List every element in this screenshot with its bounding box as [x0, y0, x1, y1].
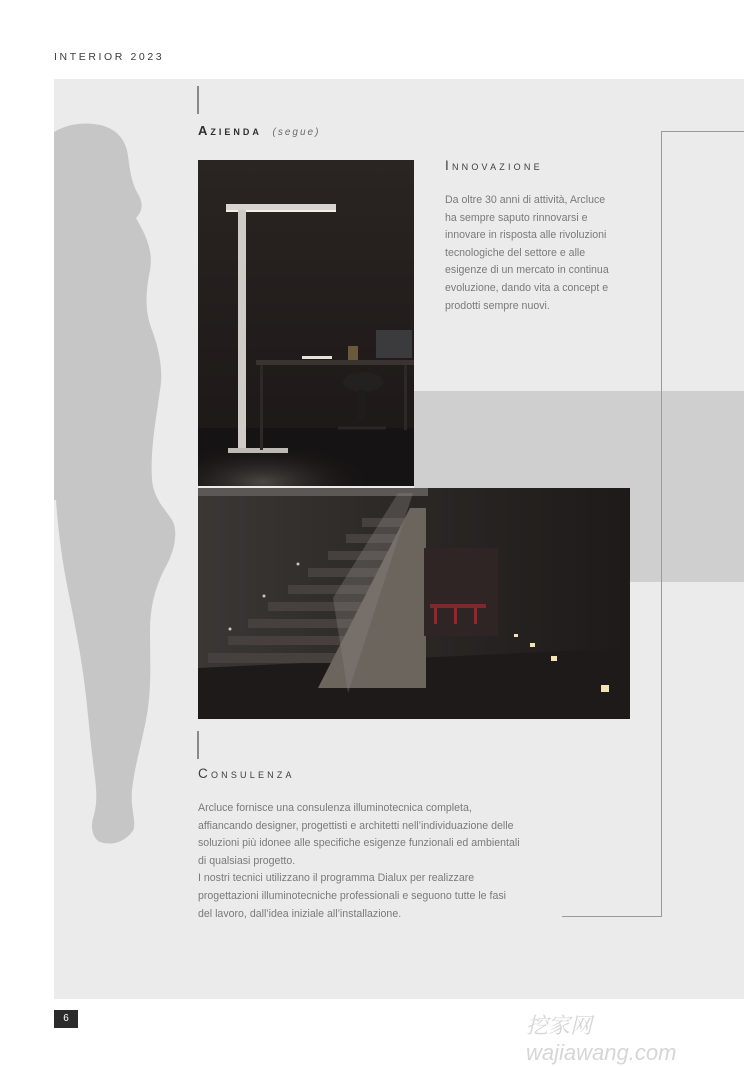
page-number-badge: 6 [54, 1010, 78, 1028]
frame-line-top [661, 131, 744, 132]
frame-line-vertical [661, 131, 662, 917]
watermark: 挖家网 wajiawang.com [526, 1013, 677, 1065]
innovazione-text: Da oltre 30 anni di attività, Arcluce ha sempre saputo rinnovarsi e innovare in risposta alle rivoluzioni tecnologiche del settore e alle esigenze di un mercato in continua evoluzione, dando vita a concept e prodotti sempre nuovi. [445, 194, 609, 312]
frame-line-bottom [562, 916, 662, 917]
section-title [198, 123, 320, 138]
section-subtitle: (segue) [272, 127, 321, 138]
header-label: INTERIOR 2023 [54, 51, 165, 63]
accent-line-bottom [197, 731, 199, 759]
consulenza-heading: Consulenza [198, 766, 295, 781]
innovazione-heading: Innovazione [445, 158, 543, 173]
consulenza-text: Arcluce fornisce una consulenza illuminotecnica completa, affiancando designer, progettisti e architetti nell’individuazione delle soluzioni più idonee alle specifiche esigenze funzionali ed ambientali di qualsiasi progetto. I nostri tecnici utilizzano il programma Dialux per realizzare progettazioni illuminotecniche professionali e seguono tutte le fasi del lavoro, dall’idea iniziale all’installazione. [198, 802, 520, 920]
photo-staircase [198, 488, 630, 719]
photo-floor-lamp-office [198, 160, 414, 486]
accent-line-top [197, 86, 199, 114]
section-title-text: Azienda [198, 123, 262, 138]
woman-silhouette [54, 120, 184, 865]
